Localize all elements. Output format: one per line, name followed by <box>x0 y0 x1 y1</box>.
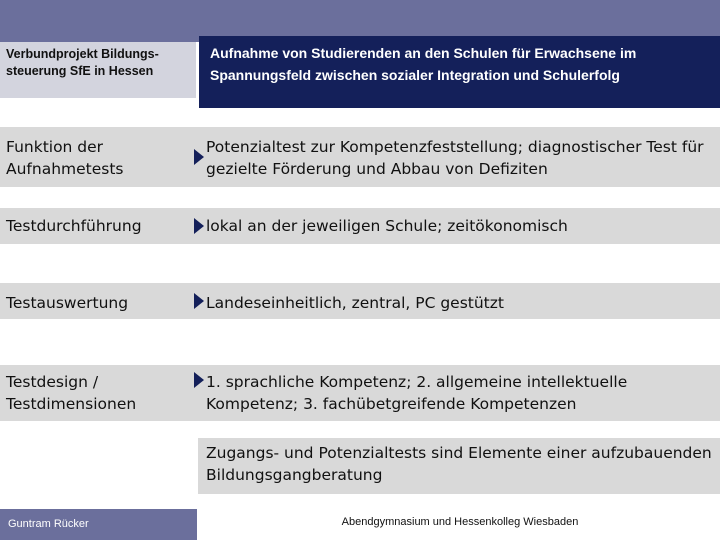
row-label-function: Funktion der Aufnahmetests <box>6 138 124 178</box>
arrow-icon <box>194 372 204 388</box>
row-value-execution: lokal an der jeweiligen Schule; zeitökonomisch <box>206 217 568 235</box>
row-value-evaluation: Landeseinheitlich, zentral, PC gestützt <box>206 294 504 312</box>
row-value-function: Potenzialtest zur Kompetenzfeststellung; diagnostischer Test für gezielte Förderung und Abbau von Defiziten <box>206 138 704 178</box>
footer-author: Guntram Rücker <box>8 518 89 530</box>
note-text: Zugangs- und Potenzialtests sind Elemente einer aufzubauenden Bildungsgangberatung <box>206 444 712 484</box>
row-value-design: 1. sprachliche Kompetenz; 2. allgemeine intellektuelle Kompetenz; 3. fachübetgreifende Kompetenzen <box>206 373 628 413</box>
row-label-design: Testdesign / Testdimensionen <box>6 373 137 413</box>
project-label: Verbundprojekt Bildungs-steuerung SfE in Hessen <box>6 47 159 78</box>
row-label-execution: Testdurchführung <box>6 217 142 235</box>
row-label-evaluation: Testauswertung <box>6 294 129 312</box>
arrow-icon <box>194 293 204 309</box>
footer-institution: Abendgymnasium und Hessenkolleg Wiesbaden <box>341 516 579 528</box>
arrow-icon <box>194 149 204 165</box>
slide-title: Aufnahme von Studierenden an den Schulen für Erwachsene im Spannungsfeld zwischen sozialer Integration und Schulerfolg <box>210 45 637 83</box>
arrow-icon <box>194 218 204 234</box>
